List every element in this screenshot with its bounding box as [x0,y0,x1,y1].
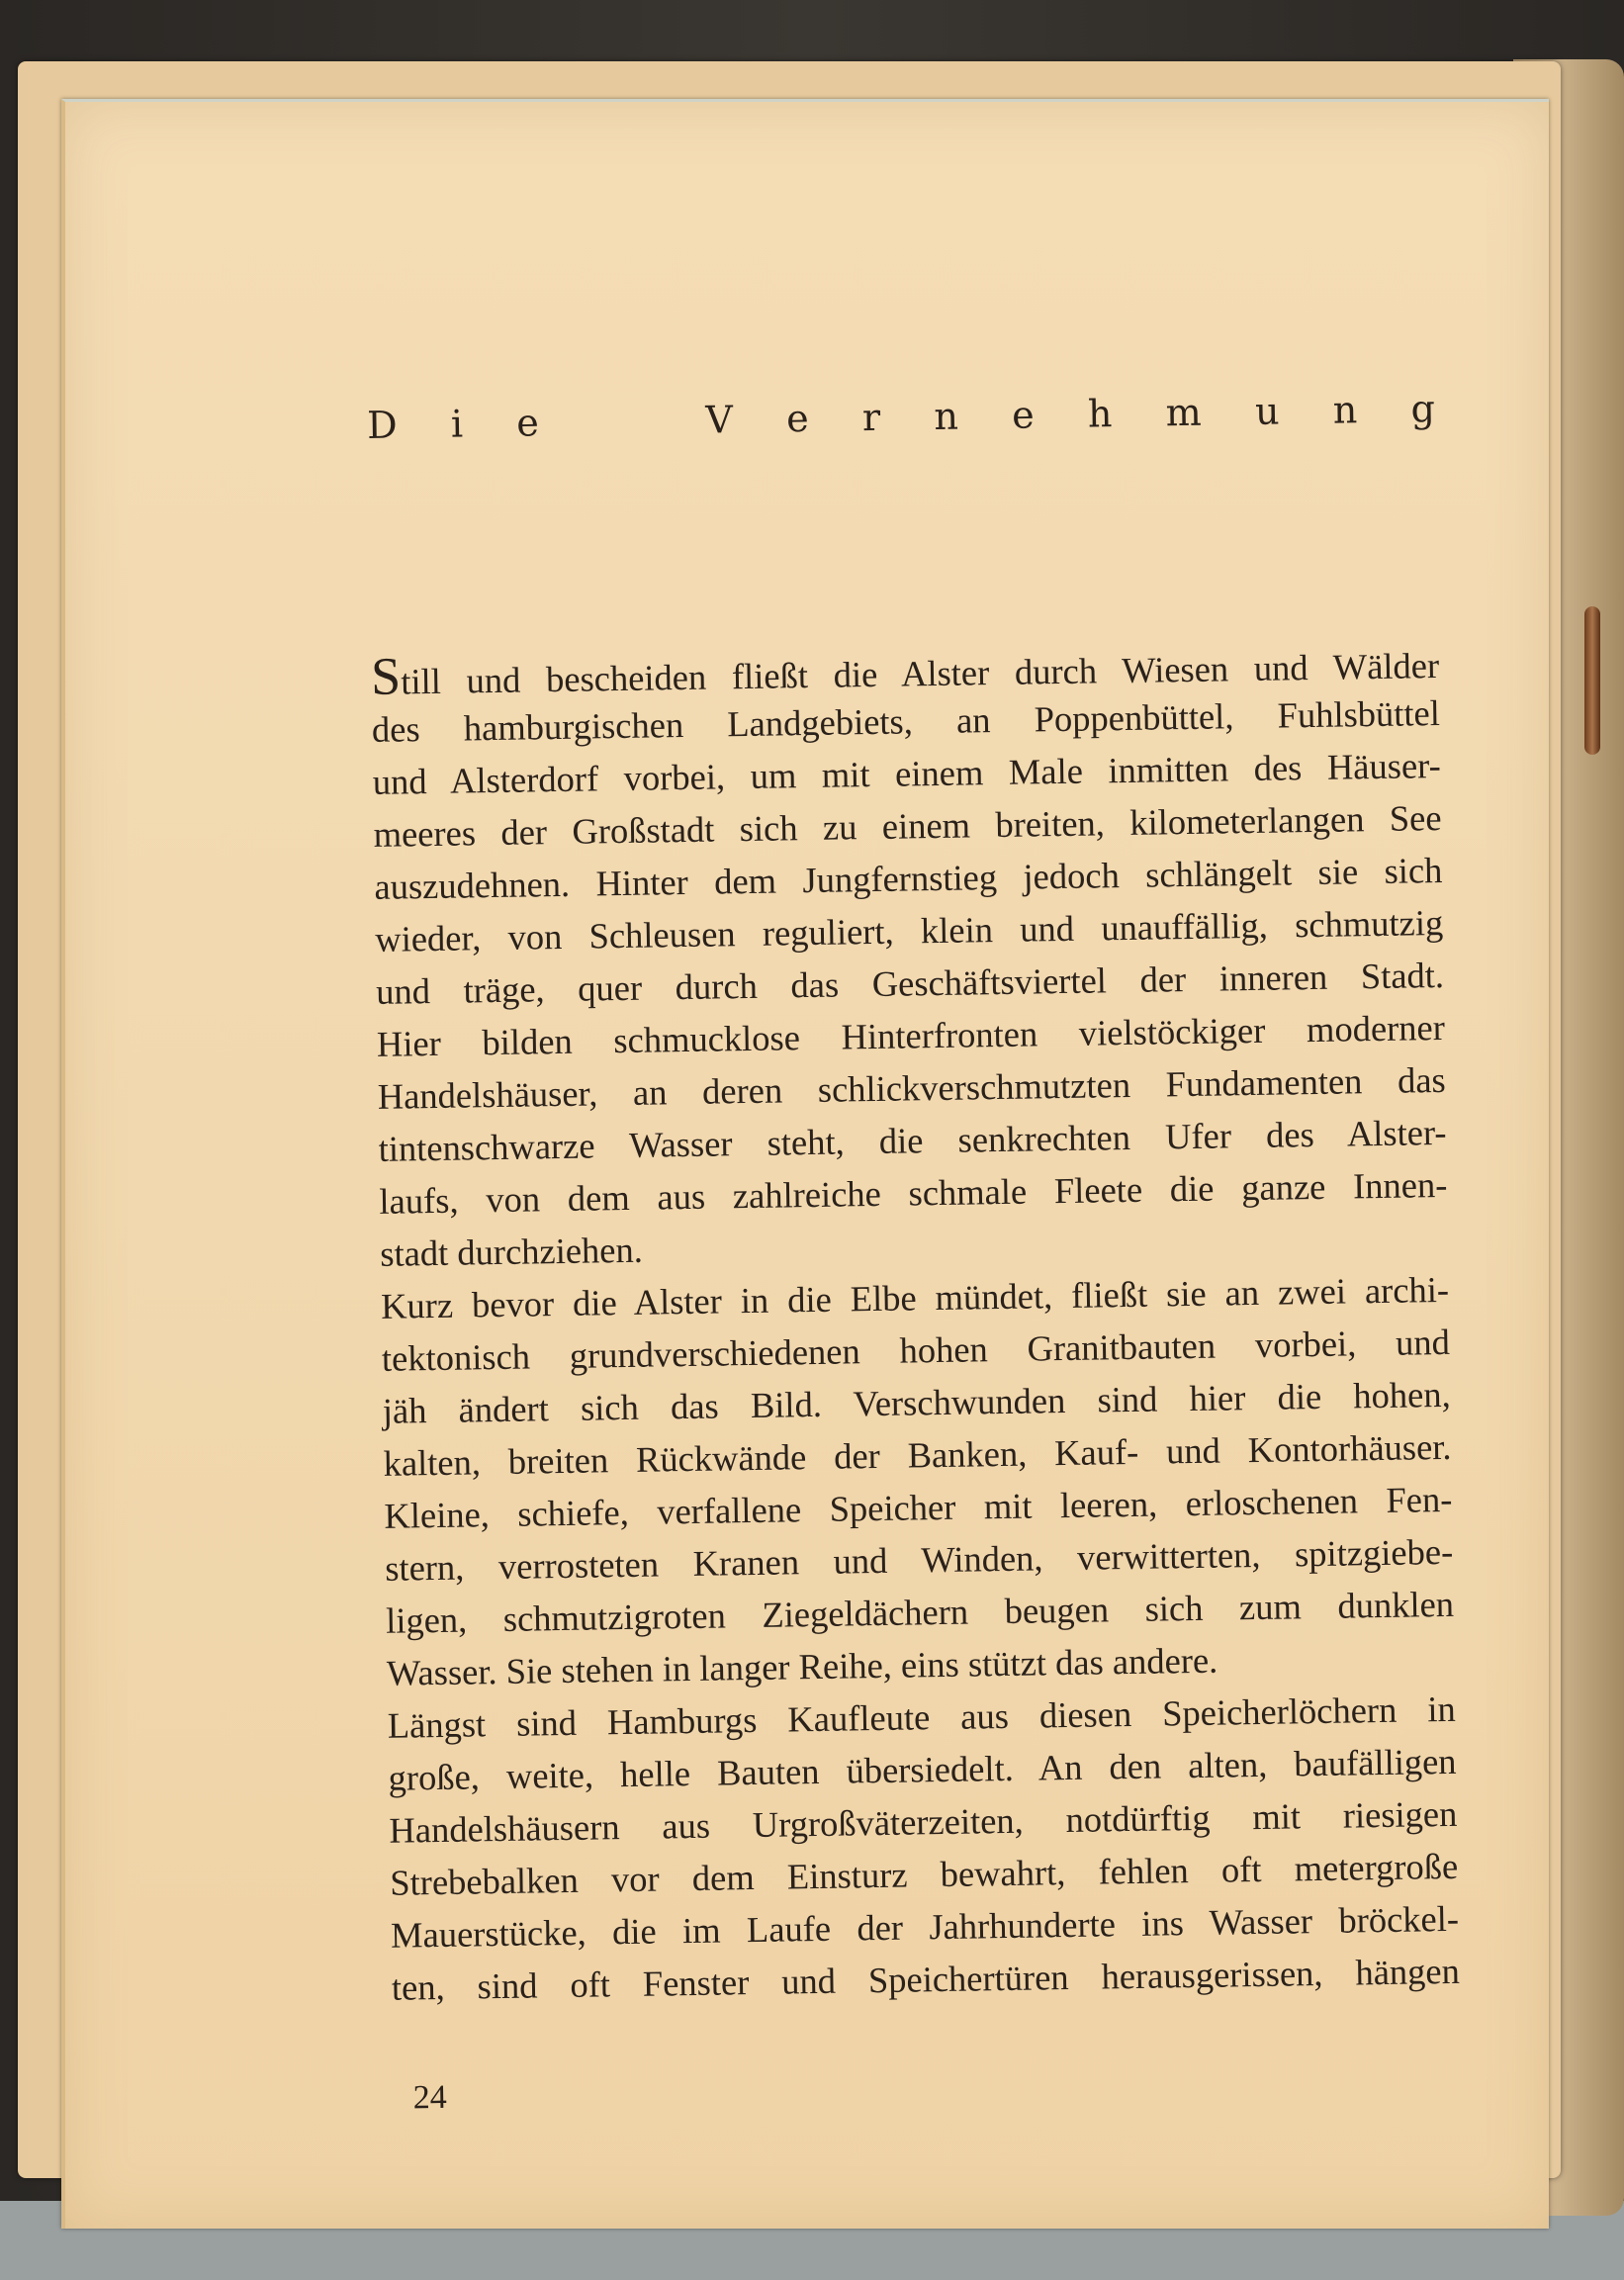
text-line-content: und träge, quer durch das Geschäftsviertel der inneren Stadt. [375,954,1445,1012]
running-head-letter: e [1011,393,1036,437]
text-line-content: till und bescheiden fließt die Alster durch Wiesen und Wälder [400,644,1440,702]
text-line-content: stern, verrosteten Kranen und Winden, verwitterten, spitzgiebe- [384,1530,1454,1589]
page-number: 24 [412,2078,447,2117]
text-line-content: und Alsterdorf vorbei, um mit einem Male inmitten des Häuser- [372,744,1441,802]
text-line-content: ten, sind oft Fenster und Speichertüren herausgerissen, hängen [391,1950,1461,2008]
text-line-content: laufs, von dem aus zahlreiche schmale Fleete die ganze Innen- [379,1163,1448,1222]
text-line-content: große, weite, helle Bauten übersiedelt. An den alten, baufälligen [388,1740,1457,1798]
text-line-content: Strebebalken vor dem Einsturz bewahrt, fehlen oft metergroße [389,1845,1459,1903]
running-head-letter: V [705,398,734,442]
text-line-content: Längst sind Hamburgs Kaufleute aus diesen Speicherlöchern in [387,1687,1456,1746]
book-page [61,99,1549,2229]
text-line-content: Handelshäusern aus Urgroßväterzeiten, notdürftig mit riesigen [389,1792,1458,1851]
text-line-content: stadt durchziehen. [379,1229,644,1274]
text-line-content: des hamburgischen Landgebiets, an Poppenbüttel, Fuhlsbüttel [371,691,1441,750]
text-line-content: auszudehnen. Hinter dem Jungfernstieg jedoch schlängelt sie sich [374,849,1443,907]
running-head-letter: D [366,403,398,447]
running-head-letter: m [1165,390,1203,435]
text-line-content: kalten, breiten Rückwände der Banken, Kauf- und Kontorhäuser. [383,1425,1452,1484]
text-line-content: Handelshäuser, an deren schlickverschmutzten Fundamenten das [377,1058,1446,1117]
running-head [367,387,1436,447]
text-line-content: ligen, schmutzigroten Ziegeldächern beugen sich zum dunklen [385,1583,1455,1641]
running-head-letter: u [1254,389,1280,433]
running-head-letter: g [1410,386,1436,431]
running-head-letter: r [861,395,881,440]
running-head-letter: i [450,402,464,446]
body-text [371,634,1461,2014]
running-head-letter: n [1332,388,1358,432]
running-head-letter: e [515,401,540,445]
text-line-content: Wasser. Sie stehen in langer Reihe, eins stützt das andere. [386,1639,1218,1693]
text-line-content: tektonisch grundverschiedenen hohen Granitbauten vorbei, und [381,1321,1451,1379]
running-head-letter [592,399,653,443]
running-head-letter: h [1087,392,1113,436]
text-line-content: meeres der Großstadt sich zu einem breiten, kilometerlangen See [373,796,1442,855]
text-line-content: Kleine, schiefe, verfallene Speicher mit leeren, erloschenen Fen- [384,1478,1453,1536]
text-line-content: Mauerstücke, die im Laufe der Jahrhunderte ins Wasser bröckel- [390,1897,1460,1956]
initial-letter: S [370,646,402,706]
running-head-letter: e [785,396,809,441]
running-head-letter: n [934,394,959,438]
text-line-content: wieder, von Schleusen reguliert, klein und unauffällig, schmutzig [374,901,1444,959]
text-line-content: Hier bilden schmucklose Hinterfronten vielstöckiger moderner [376,1006,1446,1064]
text-line-content: tintenschwarze Wasser steht, die senkrechten Ufer des Alster- [378,1111,1447,1169]
binding-mark [1584,606,1600,755]
text-line-content: jäh ändert sich das Bild. Verschwunden sind hier die hohen, [382,1373,1451,1431]
text-line-content: Kurz bevor die Alster in die Elbe mündet, fließt sie an zwei archi- [380,1268,1450,1326]
